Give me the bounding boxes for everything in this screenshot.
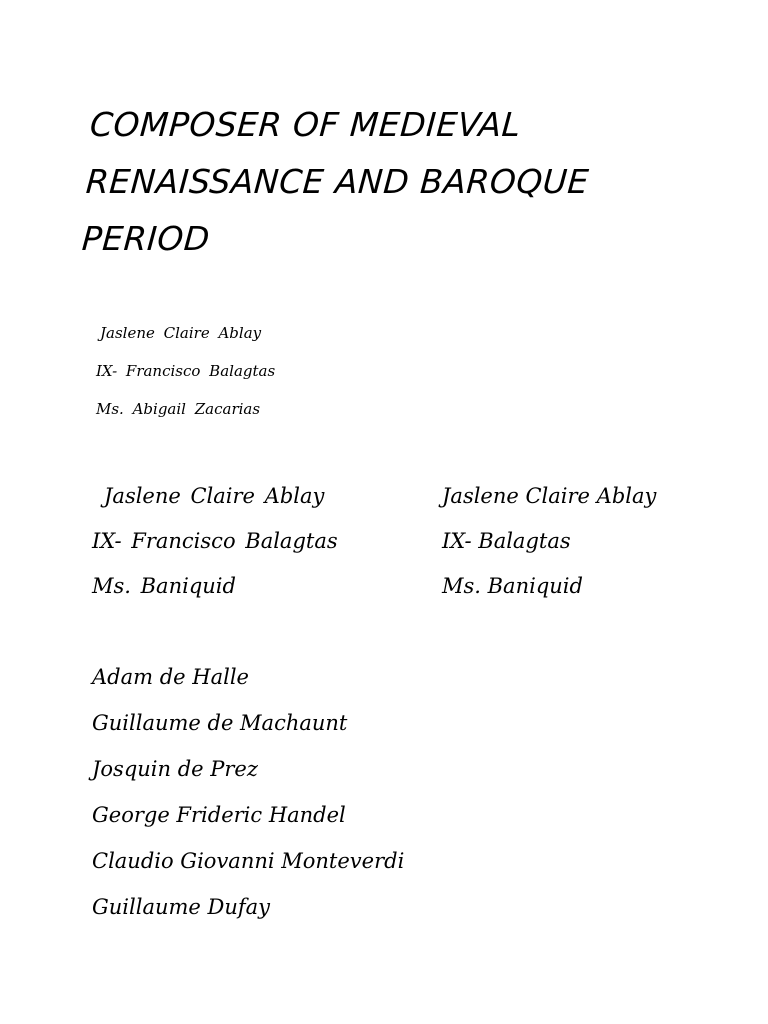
author-teacher: Ms. Baniquid (442, 574, 583, 598)
author-info-small (96, 314, 275, 428)
author-teacher: Ms. Abigail Zacarias (96, 400, 261, 418)
title-line: COMPOSER OF MEDIEVAL (88, 105, 523, 144)
author-info-left (92, 474, 338, 609)
author-teacher: Ms. Baniquid (92, 574, 236, 598)
author-info-right (442, 474, 656, 609)
list-item: Adam de Halle (92, 665, 249, 689)
list-item: Guillaume de Machaunt (92, 711, 348, 735)
author-name: Jaslene Claire Ablay (442, 484, 657, 508)
author-section: IX- Francisco Balagtas (92, 529, 338, 553)
list-item: Guillaume Dufay (92, 895, 271, 919)
author-name: Jaslene Claire Ablay (104, 484, 325, 508)
document-title (80, 96, 732, 267)
author-section: IX- Balagtas (442, 529, 571, 553)
list-item: Claudio Giovanni Monteverdi (92, 849, 405, 873)
author-name: Jaslene Claire Ablay (100, 324, 262, 342)
title-line: RENAISSANCE AND BAROQUE (84, 162, 591, 201)
list-item: Josquin de Prez (92, 757, 258, 781)
title-line: PERIOD (80, 219, 212, 258)
list-item: George Frideric Handel (92, 803, 346, 827)
composer-list (92, 654, 404, 930)
author-section: IX- Francisco Balagtas (96, 362, 276, 380)
